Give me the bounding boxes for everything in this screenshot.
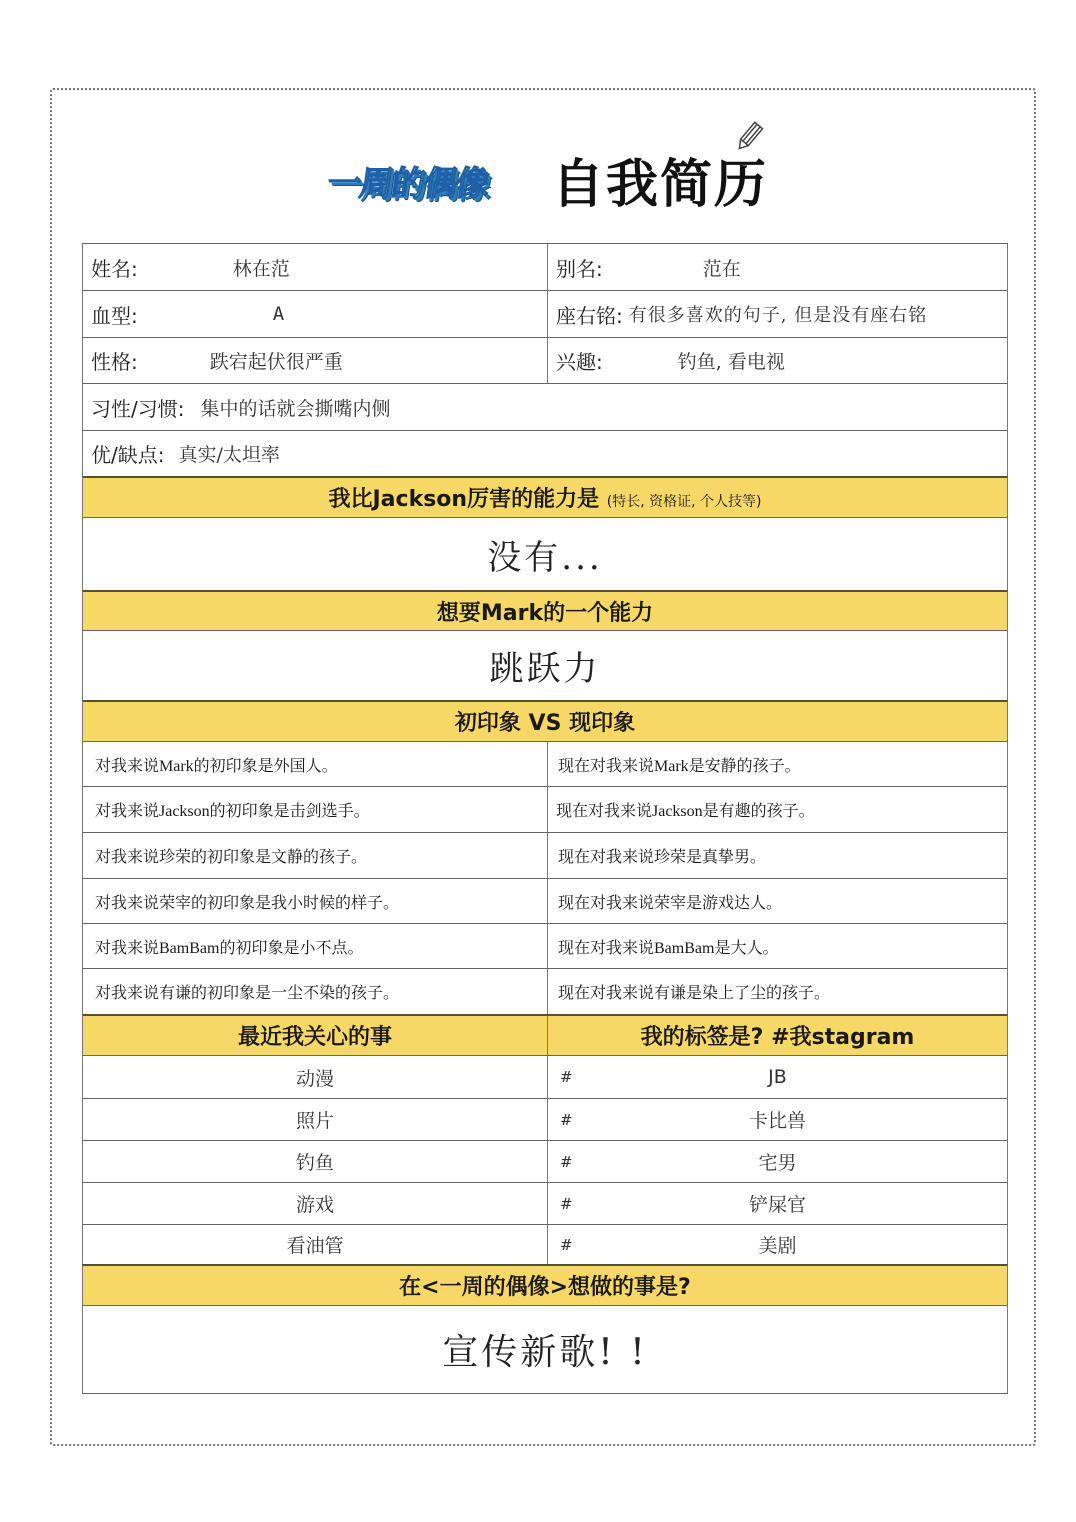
section-title: 想要Mark的一个能力 [436,600,654,626]
section-header-cell [83,702,1007,741]
first-impression-cell [83,833,548,878]
section-answer-better-than-jackson [82,517,1008,590]
blood-cell [83,291,548,337]
section-title-main: 我比Jackson厉害的能力是 [328,487,600,512]
habit-value: 集中的话就会撕嘴内侧 [200,397,391,420]
first-impression: 对我来说Jackson的初印象是击剑选手。 [95,803,370,820]
answer-cell [83,631,1007,700]
first-impression: 对我来说BamBam的初印象是小不点。 [95,939,364,957]
answer-cell [83,518,1007,590]
current-impression-cell [548,879,1007,923]
interest-cell [83,1099,548,1140]
logo-char: 一 [324,163,365,204]
section-header-impressions [82,700,1008,741]
motto-value: 有很多喜欢的句子, 但是没有座右铭 [628,305,928,326]
section-header-interests-tags [82,1014,1008,1055]
hash-symbol: # [560,1194,573,1213]
alias-label: 别名: [556,256,603,281]
name-cell [83,244,548,290]
motto-label: 座右铭: [556,303,623,328]
logo-char: 偶 [420,163,461,204]
first-impression-cell [83,879,548,923]
interest-tag-row [82,1182,1008,1224]
impression-row [82,786,1008,832]
impression-row [82,968,1008,1014]
current-impression: 现在对我来说有谦是染上了尘的孩子。 [558,985,831,1002]
section-header-want-from-mark [82,590,1008,630]
tag-cell [548,1056,1007,1098]
row-blood-motto [82,290,1008,337]
show-logo [324,150,493,210]
habit-cell [83,384,1007,430]
section-header-cell [83,592,1007,630]
hash-symbol: # [560,1110,573,1129]
tag-cell [548,1225,1007,1264]
impression-row [82,923,1008,968]
interest-item: 钓鱼 [295,1152,334,1174]
first-impression-cell [83,787,548,832]
blood-value: A [272,303,285,325]
interest-tag-row [82,1224,1008,1264]
hobby-value: 钓鱼, 看电视 [677,351,785,373]
current-impression-cell [548,742,1007,786]
answer-text: 跳跃力 [489,649,601,689]
alias-cell [548,244,1007,290]
answer-text: 没有... [487,537,603,578]
hash-symbol: # [560,1068,573,1086]
alias-value: 范在 [702,257,741,280]
pencil-icon [732,120,766,154]
habit-label: 习性/习惯: [91,396,185,421]
pros-cons-value: 真实/太坦率 [178,444,280,466]
row-name-alias [82,243,1008,290]
personality-value: 跌宕起伏很严重 [209,351,343,373]
first-impression: 对我来说有谦的初印象是一尘不染的孩子。 [95,985,400,1002]
interest-cell [83,1056,548,1098]
section-header-want-to-do [82,1264,1008,1305]
tags-title: 我的标签是? #我stagram [640,1025,915,1050]
first-impression: 对我来说珍荣的初印象是文静的孩子。 [95,849,368,866]
name-value: 林在范 [232,257,290,280]
current-impression: 现在对我来说珍荣是真挚男。 [558,849,767,866]
logo-char: 像 [452,163,493,204]
row-pros-cons [82,430,1008,476]
interest-item: 看油管 [286,1235,344,1257]
current-impression: 现在对我来说荣宰是游戏达人。 [558,894,783,912]
hash-symbol: # [560,1152,573,1171]
interest-tag-row [82,1055,1008,1098]
blood-label: 血型: [91,303,138,328]
tag-cell [548,1099,1007,1140]
interest-tag-row [82,1140,1008,1182]
name-label: 姓名: [91,256,138,281]
section-answer-want-from-mark [82,630,1008,700]
interest-item: 照片 [295,1110,334,1132]
current-impression-cell [548,833,1007,878]
section-title: 在<一周的偶像>想做的事是? [399,1275,691,1300]
section-header-cell [83,478,1007,517]
interest-item: 动漫 [295,1067,334,1090]
current-impression: 现在对我来说BamBam是大人。 [558,939,779,957]
answer-cell [83,1306,1007,1393]
answer-text: 宣传新歌! ! [442,1332,648,1373]
row-personality-hobby [82,337,1008,383]
personality-label: 性格: [91,350,138,374]
interest-cell [83,1183,548,1224]
tag-cell [548,1183,1007,1224]
tag-item: 美剧 [758,1235,797,1257]
motto-cell [548,291,1007,337]
first-impression-cell [83,924,548,968]
interests-title: 最近我关心的事 [237,1025,392,1050]
logo-char: 的 [388,163,429,204]
interest-item: 游戏 [295,1194,334,1216]
current-impression-cell [548,924,1007,968]
interests-header-cell [83,1016,548,1055]
hash-symbol: # [560,1235,573,1254]
section-header-cell [83,1266,1007,1305]
tags-header-cell [548,1016,1007,1055]
section-header-better-than-jackson [82,476,1008,517]
page-title: 自我简历 [552,155,769,215]
interest-cell [83,1225,548,1264]
current-impression: 现在对我来说Jackson是有趣的孩子。 [556,803,815,820]
hobby-cell [548,338,1007,383]
interest-tag-row [82,1098,1008,1140]
section-title [83,482,1007,513]
first-impression-cell [83,742,548,786]
impression-row [82,832,1008,878]
current-impression-cell [548,969,1007,1014]
section-title: 初印象 VS 现印象 [454,711,636,736]
impression-row [82,741,1008,786]
tag-cell [548,1141,1007,1182]
tag-item: 宅男 [758,1152,797,1174]
first-impression: 对我来说Mark的初印象是外国人。 [95,757,338,775]
tag-item: JB [768,1066,787,1088]
interest-cell [83,1141,548,1182]
row-habit [82,383,1008,430]
current-impression: 现在对我来说Mark是安静的孩子。 [558,757,801,775]
first-impression: 对我来说荣宰的初印象是我小时候的样子。 [95,894,400,912]
page-header [320,120,780,230]
hobby-label: 兴趣: [556,350,603,374]
tag-item: 铲屎官 [748,1194,806,1216]
current-impression-cell [548,787,1007,832]
section-title-subtitle: (特长, 资格证, 个人技等) [606,494,762,510]
pros-cons-cell [83,431,1007,476]
impression-row [82,878,1008,923]
section-answer-want-to-do [82,1305,1008,1394]
logo-char: 周 [356,163,397,204]
pros-cons-label: 优/缺点: [91,443,165,467]
personality-cell [83,338,548,383]
tag-item: 卡比兽 [748,1110,806,1132]
first-impression-cell [83,969,548,1014]
